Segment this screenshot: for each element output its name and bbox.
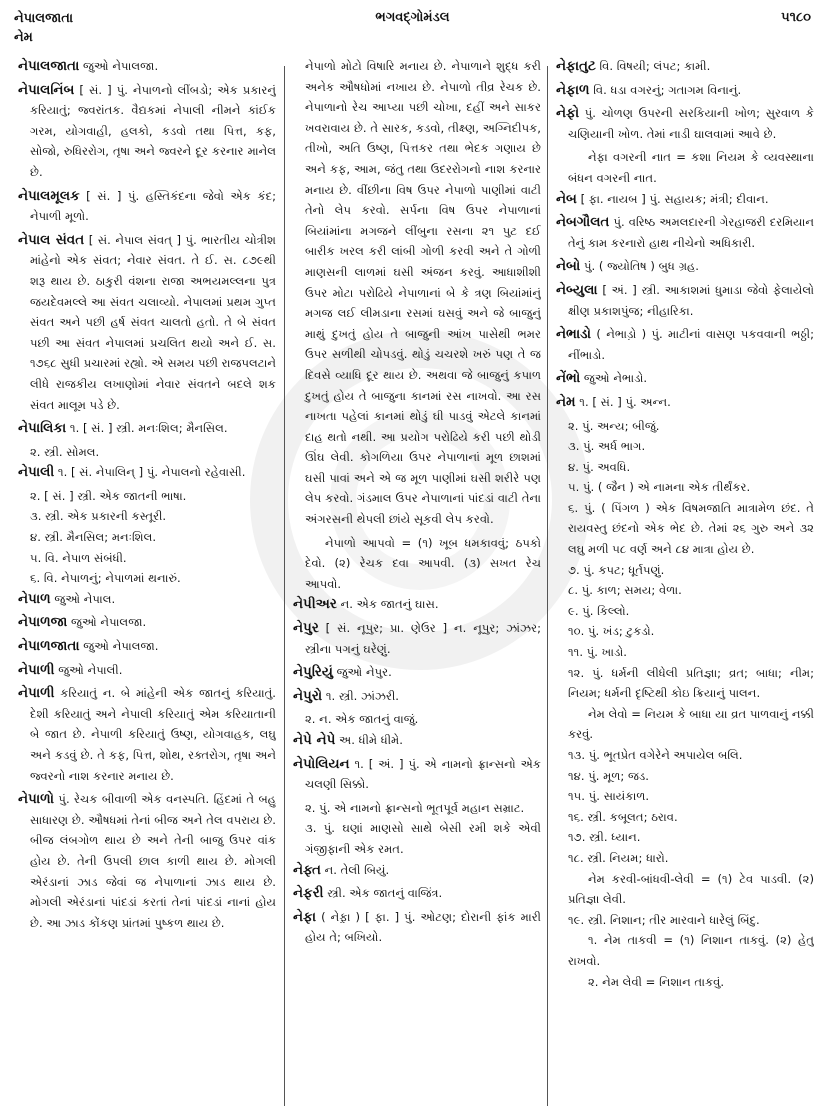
sense-line: ૫. પું. ( જૈન ) એ નામના એક તીર્થંકર. <box>568 480 751 495</box>
running-title: ભગવદ્ગોમંડલ <box>375 10 450 25</box>
headword: નેપાલનિંબ <box>18 81 75 98</box>
dictionary-entry <box>18 660 276 681</box>
dictionary-entry <box>18 683 276 786</box>
dictionary-entry <box>18 789 276 933</box>
definition-text: વિ. ધડા વગરનું; ગતાગમ વિનાનું. <box>589 82 742 97</box>
dictionary-entry <box>556 324 814 365</box>
dictionary-entry <box>556 103 814 144</box>
headword: નેબ્યુલા <box>556 281 598 298</box>
dictionary-entry <box>18 636 276 657</box>
headword: નેપાલજાતા <box>18 58 80 74</box>
dictionary-entry <box>556 80 814 101</box>
column-2 <box>293 56 541 1101</box>
dictionary-entry <box>18 589 276 610</box>
definition-text: જુઓ નેપાલજા. <box>79 639 159 654</box>
dictionary-entry <box>18 186 276 227</box>
definition-text: [ અં. ] સ્ત્રી. આકાશમાં ધુમાડા જેવો ફેલાયેલો ક્ષીણ પ્રકાશપુંજ; નીહારિકા. <box>568 282 814 318</box>
dictionary-entry <box>293 618 541 659</box>
sense-line: ૫. વિ. નેપાળ સંબંધી. <box>30 550 127 565</box>
definition-text: ૧. [ અં. ] પું. એ નામનો ફ્રાન્સનો એક ચલણી સિક્કો. <box>305 756 541 792</box>
headword: નેપાળ <box>18 590 51 607</box>
headword: નેપાળી <box>18 661 55 678</box>
headword: નેપાલ સંવત <box>18 231 85 248</box>
sense-line: ૧૯. સ્ત્રી. નિશાન; તીર મારવાને ધારેલું બિંદુ. <box>568 912 760 927</box>
headword: નેભાડો <box>556 326 591 343</box>
sense-line: ૧૫. પું. સાયંકાળ. <box>568 789 650 804</box>
dictionary-entry <box>293 56 541 530</box>
sense-line: ૧૧. પું. ખાડો. <box>568 645 627 660</box>
sense-line: ૯. પું. કિલ્લો. <box>568 603 630 618</box>
dictionary-entry <box>18 418 276 439</box>
definition-text: જુઓ નેપાલ. <box>50 591 116 606</box>
idiom-phrase: ૨. નેમ લેવી = નિશાન તાકવું. <box>588 974 725 989</box>
sense-line: ૧૩. પું. ભૂતપ્રેત વગેરેને અપાયેલ બલિ. <box>568 748 743 762</box>
dictionary-entry <box>556 56 814 77</box>
dictionary-entry <box>556 256 814 277</box>
headword: નેપાળજા <box>18 614 68 631</box>
definition-text: સ્ત્રી. એક જાતનું વાજિંત્ર. <box>323 886 443 901</box>
headword: નેફરી <box>293 885 324 902</box>
idiom-phrase: ૧. નેમ તાકવી = (૧) નિશાન તાકવું. (૨) હેતુ રાખવો. <box>568 933 814 968</box>
sense-line: ૭. પું. કપટ; ધૂર્તપણું. <box>568 562 665 577</box>
headword: નેફ્ત <box>293 861 321 878</box>
dictionary-entry <box>18 612 276 633</box>
dictionary-entry <box>293 754 541 795</box>
sense-line: ૪. પું. અવધિ. <box>568 459 631 474</box>
page-number: ૫૧૮૦ <box>781 10 811 25</box>
dictionary-entry <box>293 662 541 683</box>
headword: નેમ <box>556 393 576 410</box>
headword: નેબગૌલત <box>556 214 610 231</box>
idiom-phrase: નેમ કરવી-બાંધવી-લેવી = (૧) ટેવ પાડવી. (૨) પ્રતિજ્ઞા લેવી. <box>568 871 814 907</box>
definition-text: જુઓ નેભાડો. <box>580 371 648 386</box>
sense-line: ૧૨. પું. ધર્મની લીધેલી પ્રતિજ્ઞા; વ્રત; બાધા; નીમ; નિયમ; ધર્મની દૃષ્ટિથી કોઇ ક્રિયાનું પાલન. <box>568 665 814 701</box>
headword: નેફાળ <box>556 81 590 98</box>
column-3 <box>556 56 814 1101</box>
definition-text: [ ફા. નાયબ ] પું. સહાયક; મંત્રી; દીવાન. <box>576 191 769 206</box>
definition-text: જુઓ નેપાલી. <box>54 662 123 677</box>
definition-text: [ સં. ] પું. હસ્તિકંદના જેવો એક કંદ; નેપાળી મૂળો. <box>30 188 276 224</box>
sense-line: ૪. સ્ત્રી. મૈનસિલ; મનઃશિલ. <box>30 530 157 545</box>
headword: નેફો <box>556 105 580 122</box>
definition-text: પું. ચોળણ ઉપરની સરકિયાની ખોળ; સુરવાળ કે ચણિયાની ખોળ. તેમાં નાડી ઘાલવામાં આવે છે. <box>568 106 814 141</box>
dictionary-entry <box>293 860 541 881</box>
dictionary-entry <box>556 212 814 253</box>
definition-text: [ સં. ] પું. નેપાળનો લીંબડો; એક પ્રકારનું કરિયાતું; જ્વરાંતક. વૈદ્યકમાં નેપાલી નીમને કાંઈક ગરમ, યોગવાહી, હલકો, કડવો તથા પિત્ત, કફ, સોજો, રુધિરરોગ, તૃષા અને જ્વરને દૂર કરનાર માનેલ છે. <box>30 82 276 179</box>
definition-text: જુઓ નેપુર. <box>332 665 392 680</box>
sense-line: ૨. પું. એ નામનો ફ્રાન્સનો ભૂતપૂર્વ મહાન સમ્રાટ. <box>305 800 525 815</box>
headword: નેપાળી <box>18 685 55 702</box>
headword: નેપુરિયું <box>293 664 333 681</box>
page-header <box>0 0 825 55</box>
sense-line: ૧૪. પું. મૂળ; જડ. <box>568 768 649 783</box>
sense-line: ૮. પું. કાળ; સમય; વેળા. <box>568 583 682 598</box>
headword: નેપુર <box>293 620 319 637</box>
headword: નેબો <box>556 258 581 275</box>
sense-line: ૨. ન. એક જાતનું વાજું. <box>305 712 419 727</box>
headword: નેફાતુટ <box>556 58 596 74</box>
guide-word-last: નેમ <box>14 30 33 45</box>
definition-text: ( નેફ઼ા ) [ ફા. ] પું. ઓટણ; દોરાની ફાંક મારી હોય તે; બખિયો. <box>305 909 541 945</box>
sense-line: ૨. સ્ત્રી. સોમલ. <box>30 444 100 459</box>
definition-text: પું. રેચક બીવાળી એક વનસ્પતિ. હિંદમાં તે બહુ સાધારણ છે. ઔષધમાં તેનાં બીજ અને તેલ વપરાય છે. બીજ લંબગોળ થાય છે અને તેની બાજુ ઉપર વાંક હોય છે. તેની ઉપલી છાલ કાળી થાય છે. મોગલી એરંડાનાં ઝાડ જેવાં જ નેપાળાનાં ઝાડ થાય છે. મોગલી એરંડાનાં પાંદડાં કરતાં તેનાં પાંદડાં નાનાં હોય છે. આ ઝાડ કોંકણ પ્રાંતમાં પુષ્કળ થાય છે. <box>30 792 276 930</box>
definition-text: ( નેભાડ઼ો ) પું. માટીનાં વાસણ પકવવાની ભઠ્ઠી; નીંભાડો. <box>568 327 814 362</box>
definition-text: પું. ( જ્યોતિષ ) બુધ ગ્રહ. <box>580 259 699 274</box>
definition-text: [ સં. નૂપુર; પ્રા. ણેઉર ] ન. નૂપુર; ઝાંઝર; સ્ત્રીના પગનું ઘરેણું. <box>305 621 541 656</box>
dictionary-entry <box>293 730 541 751</box>
definition-text: વિ. વિષયી; લંપટ; કામી. <box>595 59 711 73</box>
headword: નેપાલી <box>18 464 55 481</box>
sense-line: ૨. [ સં. ] સ્ત્રી. એક જાતની ભાષા. <box>30 488 187 503</box>
dictionary-entry <box>556 392 814 413</box>
dictionary-entry <box>293 883 541 904</box>
definition-text: ન. તેલી બિયું. <box>320 862 390 877</box>
sense-line: ૩. સ્ત્રી. એક પ્રકારની કસ્તૂરી. <box>30 509 167 524</box>
definition-text: ૧. [ સં. નેપાલિન્ ] પું. નેપાલનો રહેવાસી. <box>54 465 246 480</box>
sense-line: ૩. પું. ઘણાં માણસો સાથે બેસી રમી શકે એવી ગંજીફાની એક રમત. <box>305 821 541 856</box>
definition-text: અ. ધીમે ધીમે. <box>335 733 403 747</box>
headword: નેપાલમૂલક <box>18 187 80 204</box>
sense-line: ૨. પું. અન્ય; બીજું. <box>568 418 660 433</box>
idiom-phrase: નેફા વગરની નાત = કશા નિયમ કે વ્યવસ્થાના બંધન વગરની નાત. <box>568 150 814 185</box>
definition-text: ન. એક જાતનું ઘાસ. <box>336 597 439 612</box>
definition-text: નેપાળો મોટો વિષારિ મનાય છે. નેપાળાને શુદ્ધ કરી અનેક ઔષધોમાં નખાય છે. નેપાળો તીવ્ર રેચક છે. નેપાળાનો રેચ આપ્યા પછી ચોખા, દહીં અને સાકર ખવરાવાય છે. તે સારક, કડવો, તીક્ષ્ણ, અગ્નિદીપક, તીખો, અતિ ઉષ્ણ, પિત્તકર તથા ભેદક ગણાય છે અને કફ, આમ, જંતુ તથા ઉદરરોગનો નાશ કરનાર મનાય છે. વીંછીના વિષ ઉપર નેપાળો પાણીમાં વાટી તેનો લેપ કરવો. સર્પના વિષ ઉપર નેપાળાનાં બિયાંમાંના મગજને લીંબુના રસના ૨૧ પુટ દઈ બારીક ખરલ કરી લાંબી ગોળી કરવી અને તે ગોળી માણસની લાળમાં ઘસી અંજન કરવું. આધાશીશી ઉપર મોટા પરોઢિયે નેપાળાનાં બે કે ત્રણ બિયાંમાંનું મગજ લઈ લીમડાના રસમાં ઘસવું અને જે બાજુનું માથું દુખતું હોય તે બાજુની આંખ પાસેથી ભમર ઉપર સળીથી ચોપડવું. થોડું ચચરશે ખરું પણ તે જ દિવસે વ્યાધિ દૂર થાય છે. અથવા જે બાજુનું કપાળ દુખતું હોય તે બાજુના કાનમાં રસ નાખવો. આ રસ નાખતા પહેલાં કાનમાં થોડું ઘી પાડવું એટલે કાનમાં દાહ થતો નથી. આ પ્રયોગ પરોઢિયે કરી પછી થોડી ઊંઘ લેવી. કોગળિયા ઉપર નેપાળાનાં મૂળ છાશમાં ઘસી પાવાં અને એ જ મૂળ પાણીમાં ઘસી શરીરે પણ લેપ કરવો. ગંડમાલ ઉપર નેપાળાનાં પાંદડાં વાટી તેના અંગરસની થેપલી છાંયે સૂકવી લેપ કરવો. <box>305 59 541 527</box>
headword: નેંભો <box>556 370 581 387</box>
dictionary-entry <box>556 368 814 389</box>
headword: નેપાળજાતા <box>18 638 80 655</box>
headword: નેપુરો <box>293 687 323 704</box>
definition-text: [ સં. નેપાલ સંવત્ ] પું. ભારતીય ચોત્રીશ માંહેનો એક સંવત; નેવાર સંવત. તે ઈ. સ. ૮૭૯થી શરૂ થાય છે. ઠાકુરી વંશના રાજા અભયમલ્લના પુત્ર જયદેવમલ્લે આ સંવત ચલાવ્યો. નેપાલમાં પ્રથમ ગુપ્ત સંવત અને પછી હર્ષ સંવત ચાલતો હતો. તે બે સંવત પછી આ સંવત નેપાલમાં પ્રચલિત થયો અને ઈ. સ. ૧૭૬૮ સુધી પ્રચારમાં રહ્યો. એ સમય પછી રાજપલટાને લીધે રાજકીય લખાણોમાં નેવાર સંવતને બદલે શક સંવત માલૂમ પડે છે. <box>30 232 276 412</box>
idiom-phrase: નેપાળો આપવો = (૧) ખૂબ ધમકાવવું; ઠપકો દેવો. (૨) રેચક દવા આપવી. (૩) સખત રેચ આપવો. <box>305 535 541 591</box>
column-divider <box>284 66 285 1106</box>
idiom-phrase: નેમ લેવો = નિયમ કે બાધા યા વ્રત પાળવાનું નક્કી કરવું. <box>568 706 814 742</box>
dictionary-entry <box>18 56 276 77</box>
headword: નેપોલિયન <box>293 755 350 772</box>
column-divider <box>547 66 548 1106</box>
sense-line: ૬. વિ. નેપાળનું; નેપાળમાં થનારું. <box>30 571 181 586</box>
dictionary-entry <box>293 907 541 948</box>
sense-line: ૧૮. સ્ત્રી. નિયમ; ધારો. <box>568 850 669 865</box>
definition-text: ૧. સ્ત્રી. ઝાંઝરી. <box>322 688 399 703</box>
definition-text: કરિયાતું ન. બે માંહેની એક જાતનું કરિયાતું. દેશી કરિયાતું અને નેપાલી કરિયાતું એમ કરિયાતાની બે જાત છે. નેપાળી કરિયાતું ઉષ્ણ, યોગવાહક, લઘુ અને કડવું છે. તે કફ, પિત્ત, શોથ, રક્તરોગ, તૃષા અને જ્વરનો નાશ કરનાર મનાય છે. <box>30 686 276 783</box>
sense-line: ૬. પું. ( પિંગળ ) એક વિષમજાતિ માત્રામેળ છંદ. તે રાયવસ્તુ છંદનો એક ભેદ છે. તેમાં ૨૬ ગુરુ અને ૩૨ લઘુ મળી ૫૮ વર્ણ અને ૮૪ માત્રા હોય છે. <box>568 500 814 557</box>
dictionary-entry <box>18 462 276 483</box>
sense-line: ૧૦. પું. ખંડ; ટુકડો. <box>568 624 655 639</box>
column-1 <box>18 56 276 1101</box>
dictionary-entry <box>293 686 541 707</box>
headword: નેપે નેપે <box>293 732 336 748</box>
headword: નેબ <box>556 190 577 207</box>
sense-line: ૧૬. સ્ત્રી. કબૂલત; ઠરાવ. <box>568 809 678 824</box>
dictionary-columns <box>0 56 825 1101</box>
headword: નેપીઅર <box>293 596 337 613</box>
definition-text: જુઓ નેપાલજા. <box>79 59 159 73</box>
sense-line: ૩. પું. અર્ધ ભાગ. <box>568 439 646 454</box>
definition-text: પું. વરિષ્ઠ અમલદારની ગેરહાજરી દરમિયાન તેનું કામ કરનારો હાથ નીચેનો અધિકારી. <box>568 215 814 250</box>
headword: નેફા <box>293 908 317 925</box>
headword: નેપાળો <box>18 791 55 808</box>
guide-word-first: નેપાલજાતા <box>14 11 74 26</box>
dictionary-entry <box>18 230 276 415</box>
dictionary-entry <box>293 594 541 615</box>
dictionary-entry <box>556 189 814 210</box>
dictionary-entry <box>18 80 276 183</box>
sense-line: ૧૭. સ્ત્રી. ધ્યાન. <box>568 830 641 845</box>
definition-text: ૧. [ સં. ] પું. અન્ન. <box>575 394 671 409</box>
definition-text: ૧. [ સં. ] સ્ત્રી. મનઃશિલ; મૈનસિલ. <box>66 421 228 436</box>
headword: નેપાલિકા <box>18 420 67 437</box>
dictionary-entry <box>556 280 814 321</box>
definition-text: જુઓ નેપાલજા. <box>67 615 147 630</box>
